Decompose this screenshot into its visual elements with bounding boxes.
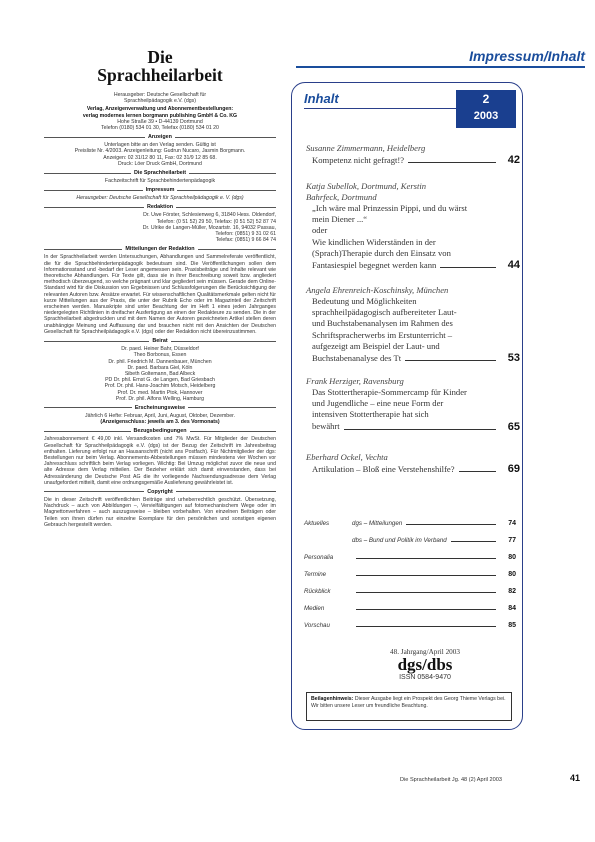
bezug-text: Jahresabonnement € 49,00 inkl. Versandkosten und 7% MwSt. Für Mitglieder der Deutschen Gesellschaft für Sprachheilpädagogik e.V. (dgs) ist der Bezug der Zeitschrift im Jahresbeitrag enthalten. Lieferung erfolgt nur an Hausanschrift (nicht ans Postfach). Für Nichtmitglieder der dgs: Bestellungen nur beim Verlag. Abonnements-Abbestellungen müssen mindestens vier Wochen vor Jahresschluss schriftlich beim Verlag vorliegen. Wichtig: Bei Umzug möglichst zuvor die neue und alte Adresse dem Verlag mitteilen. Der Bezieher erklärt sich damit einverstanden, dass bei Adressänderung die Deutsche Post AG die ihr vorliegende Nachsendungsadresse dem Verlag unaufgefordert mitteilt, damit eine ordnungsgemäße Auslieferung gewährleistet ist. — [44, 436, 276, 486]
article-page: 65 — [507, 420, 520, 433]
contents-heading: Inhalt — [304, 91, 339, 106]
section-bezugsbedingungen: Bezugsbedingungen — [44, 428, 276, 434]
impressum-column: Die Sprachheilarbeit Herausgeber: Deutsche Gesellschaft für Sprachheilpädagogik e.V. (dgs) Verlag, Anzeigenverwaltung und Abonnementbestellungen: verlag modernes lernen borgmann publishing GmbH & Co. KG Hohe Straße 39 • D-44139 Dortmund Telefon (0180) 534 01 30, Telefax (0180) 534 01 20 Anzeigen Unterlagen bitte an den Verlag senden. Gültig ist Preisliste Nr. 4/2003. Anzeigenleitung: Gudrun Nucaro, Jasmin Borgmann. Anzeigen: 02 31/12 80 11, Fax: 02 31/9 12 85 68. Druck: Löer Druck GmbH, Dortmund Die Sprachheilarbeit Fachzeitschrift für Sprachbehindertenpädagogik Impressum Herausgeber: Deutsche Gesellschaft für Sprachheilpädagogik e. V. (dgs) Redaktion Dr. Uwe Förster, Schlesienweg 6, 31840 Hess. Oldendorf, Telefon: (0 51 52) 29 50, Telefax: (0 51 52) 52 87 74 Dr. Ulrike de Langen-Müller, Mozartstr. 16, 94032 Passau, Telefon: (0851) 9 31 02 61 Telefax: (0851) 9 66 84 74 Mitteilungen der Redaktion In der Sprachheilarbeit werden Untersuchungen, Abhandlungen und Sammelreferate veröffentlicht, die für die Sprachbehindertenpädagogik bedeutsam sind. Die Veröffentlichungen sollen dem Informationsstand und -bedarf der Leser angemessen sein. Praxisbeiträge und Inhalte relevant wie theoretische Abhandlungen. Für Texte gilt, dass sie in ihrer Beschreibung soweit bzw. angliedert methodisch überzeugend, so welche prägnant und klar gegliedert sein müssen. Gerade dem Online-Standard wird für die Diskussion von Ergebnissen und Schlussfolgerungen die Berücksichtigung der relevanten Autoren bzw. Ansätze erwartet. Für wissenschaftlichen Qualitätsmerkmale gelten nicht für kurze Mitteilungen aus der Praxis, die unter der Rubrik Echo oder im Magazinteil der Zeitschrift erscheinen werden. Manuskripte sind unter Beachtung der im Heft 1 eines jeden Jahrganges niedergelegten Richtlinien in dreifacher Ausfertigung an einen der Redakteure zu senden. Die in der Sprachheilarbeit abgedruckten und mit dem Namen der Autoren gezeichneten Artikel stellen deren unabhängige Meinung und Auffassung dar und brauchen nicht mit den Ansichten der Deutschen Gesellschaft für Sprachheilpädagogik e.V. (dgs) oder der Redaktion nicht übereinzustimmen. Beirat Dr. paed. Heiner Bahr, Düsseldorf Theo Borbonus, Essen Dr. phil. Friedrich M. Dannenbauer, München Dr. paed. Barbara Giel, Köln Sibeth Goltemann, Bad Albeck PD Dr. phil. Ernst G. de Langen, Bad Griesbach Prof. Dr. phil. Hans-Joachim Motsch, Heidelberg Prof. Dr. med. Martin Ptok, Hannover Prof. Dr. phil. Alfons Welling, Hamburg Erscheinungsweise Jährlich 6 Hefte: Februar, April, Juni, August, Oktober, Dezember. (Anzeigenschluss: jeweils am 3. des Vormonats) Bezugsbedingungen Jahresabonnement € 49,00 inkl. Versandkosten und 7% MwSt. Für Mitglieder der Deutschen Gesellschaft für Sprachheilpädagogik e.V. (dgs) ist der Bezug der Zeitschrift im Jahresbeitrag enthalten. Lieferung erfolgt nur an Hausanschrift (nicht ans Postfach). Für Nichtmitglieder der dgs: Bestellungen nur beim Verlag. Abonnements-Abbestellungen müssen mindestens vier Wochen vor Jahresschluss schriftlich beim Verlag vorliegen. Wichtig: Bei Umzug möglichst zuvor die neue und alte Adresse dem Verlag mitteilen. Der Bezieher erklärt sich damit einverstanden, dass bei Adressänderung die Deutsche Post AG die ihr vorliegende Nachsendungsadresse dem Verlag unaufgefordert mitteilt, damit eine ordnungsgemäße Auslieferung gewährleistet ist. Copyright Die in dieser Zeitschrift veröffentlichten Beiträge sind urheberrechtlich geschützt. Übersetzung, Nachdruck – auch von Abbildungen –, Vervielfältigungen auf fotomechanischem Wege oder im Magnettonverfahren – auch auszugsweise – bleiben vorbehalten. Von einzelnen Beiträgen oder Teilen von ihnen dürfen nur einzelne Exemplare für den persönlichen und sonstigen eigenen Gebrauch hergestellt werden. — [44, 47, 276, 528]
redaktion-block: Dr. Uwe Förster, Schlesienweg 6, 31840 Hess. Oldendorf, Telefon: (0 51 52) 29 50, Telefax: (0 51 52) 52 87 74 Dr. Ulrike de Langen-Müller, Mozartstr. 16, 94032 Passau, Telefon: (0851) 9 31 02 61 Telefax: (0851) 9 66 84 74 — [142, 212, 276, 244]
issue-badge — [456, 90, 516, 128]
article-5: Eberhard Ockel, Vechta Artikulation – Bloß eine Verstehenshilfe? 69 — [306, 452, 520, 475]
article-page: 53 — [507, 352, 520, 365]
article-page: 69 — [507, 463, 520, 475]
rubric-row: Medien 84 — [304, 605, 516, 612]
magazine-name: dgs/dbs — [397, 655, 453, 674]
jahrgang: 48. Jahrgang/April 2003 — [390, 648, 460, 656]
mitteilungen-text: In der Sprachheilarbeit werden Untersuchungen, Abhandlungen und Sammelreferate veröffentlicht, die für die Sprachbehindertenpädagogik bedeutsam sind. Die Veröffentlichungen sollen dem Informationsstand und -bedarf der Leser angemessen sein. Praxisbeiträge und Inhalte relevant wie theoretische Abhandlungen. Für Texte gilt, dass sie in ihrer Beschreibung soweit bzw. angliedert methodisch überzeugend, so welche prägnant und klar gegliedert sein müssen. Gerade dem Online-Standard wird für die Diskussion von Ergebnissen und Schlussfolgerungen die Berücksichtigung der relevanten Autoren bzw. Ansätze erwartet. Für wissenschaftlichen Qualitätsmerkmale gelten nicht für kurze Mitteilungen aus der Praxis, die unter der Rubrik Echo oder im Magazinteil der Zeitschrift erscheinen werden. Manuskripte sind unter Beachtung der im Heft 1 eines jeden Jahrganges niedergelegten Richtlinien in dreifacher Ausfertigung an einen der Redakteure zu senden. Die in der Sprachheilarbeit abgedruckten und mit dem Namen der Autoren gezeichneten Artikel stellen deren unabhängige Meinung und Auffassung dar und brauchen nicht mit den Ansichten der Deutschen Gesellschaft für Sprachheilpädagogik e.V. (dgs) oder der Redaktion nicht übereinzustimmen. — [44, 254, 276, 335]
article-4: Frank Herziger, Ravensburg Das Stottertherapie-Sommercamp für Kinder und Jugendliche – eine neue Form der intensiven Stottertherapie hat sich bewährt 65 — [306, 376, 520, 433]
contents-heading-rule — [304, 108, 457, 109]
beirat-list: Dr. paed. Heiner Bahr, Düsseldorf Theo Borbonus, Essen Dr. phil. Friedrich M. Dannenbauer, München Dr. paed. Barbara Giel, Köln Sibeth Goltemann, Bad Albeck PD Dr. phil. Ernst G. de Langen, Bad Griesbach Prof. Dr. phil. Hans-Joachim Motsch, Heidelberg Prof. Dr. med. Martin Ptok, Hannover Prof. Dr. phil. Alfons Welling, Hamburg — [104, 346, 216, 402]
article-3: Angela Ehrenreich-Koschinsky, München Bedeutung und Möglichkeiten sprachheilpädagogisch aufbereiteter Laut- und Buchstabenanalysen im Rahmen des Schriftspracherwerbs im Erstunterricht – aufgezeigt am Beispiel der Laut- und Buchstabenanalyse des Tt 53 — [306, 285, 520, 365]
copyright-text: Die in dieser Zeitschrift veröffentlichten Beiträge sind urheberrechtlich geschützt. Übersetzung, Nachdruck – auch von Abbildungen –, Vervielfältigungen auf fotomechanischem Wege oder im Magnettonverfahren – auch auszugsweise – bleiben vorbehalten. Von einzelnen Beiträgen oder Teilen von ihnen dürfen nur einzelne Exemplare für den persönlichen und sonstigen eigenen Gebrauch hergestellt werden. — [44, 496, 276, 528]
header-rule — [296, 66, 585, 68]
article-1 — [306, 143, 520, 166]
magazine-info — [380, 648, 470, 681]
page-number: 41 — [569, 773, 580, 783]
article-page: 44 — [507, 259, 520, 272]
section-anzeigen: Anzeigen — [44, 134, 276, 140]
issue-number: 2 — [482, 92, 490, 106]
article-title-line: Kompetenz nicht gefragt!? — [312, 154, 405, 165]
page-footer — [400, 773, 580, 783]
journal-title-line2: Sprachheilarbeit — [97, 65, 223, 85]
section-sprachheilarbeit: Die Sprachheilarbeit — [44, 170, 276, 176]
section-header: Impressum/Inhalt — [469, 48, 585, 64]
verlag-block: verlag modernes lernen borgmann publishing GmbH & Co. KG Hohe Straße 39 • D-44139 Dortmund Telefon (0180) 534 01 30, Telefax (0180) 534 01 20 — [82, 112, 238, 132]
footer-reference: Die Sprachheilarbeit Jg. 48 (2) April 2003 — [400, 777, 502, 783]
rubric-row: Personalia 80 — [304, 554, 516, 561]
rubric-row: dbs – Bund und Politik im Verband 77 — [352, 537, 516, 544]
rubric-row: Aktuelles dgs – Mitteilungen 74 — [304, 520, 516, 527]
section-redaktion: Redaktion — [44, 204, 276, 210]
issn: ISSN 0584-9470 — [399, 674, 451, 681]
beilagen-hinweis: Beilagenhinweis: Dieser Ausgabe liegt ein Prospekt des Georg Thieme Verlags bei. Wir bitten unsere Leser um freundliche Beachtung. — [306, 692, 512, 721]
section-mitteilungen: Mitteilungen der Redaktion — [44, 246, 276, 252]
verlag-heading: Verlag, Anzeigenverwaltung und Abonnementbestellungen: — [86, 106, 234, 113]
issue-year: 2003 — [473, 110, 499, 122]
article-page: 42 — [507, 154, 520, 166]
section-copyright: Copyright — [44, 489, 276, 495]
article-author: Susanne Zimmermann, Heidelberg — [306, 143, 426, 153]
journal-title-line1: Die — [147, 47, 173, 67]
rubric-row: Rückblick 82 — [304, 588, 516, 595]
section-beirat: Beirat — [44, 338, 276, 344]
rubric-row: Termine 80 — [304, 571, 516, 578]
section-erscheinungsweise: Erscheinungsweise — [44, 405, 276, 411]
herausgeber-block: Herausgeber: Deutsche Gesellschaft für Sprachheilpädagogik e.V. (dgs) — [113, 92, 207, 105]
rubric-row: Vorschau 85 — [304, 622, 516, 629]
section-impressum: Impressum — [44, 187, 276, 193]
article-2: Katja Subellok, Dortmund, Kerstin Bahrfeck, Dortmund „Ich wäre mal Prinzessin Pippi, und du wärst mein Diener ...“ oder Wie kindlichen Widerständen in der (Sprach)Therapie durch den Einsatz von Fantasiespiel begegnet werden kann 44 — [306, 181, 520, 272]
